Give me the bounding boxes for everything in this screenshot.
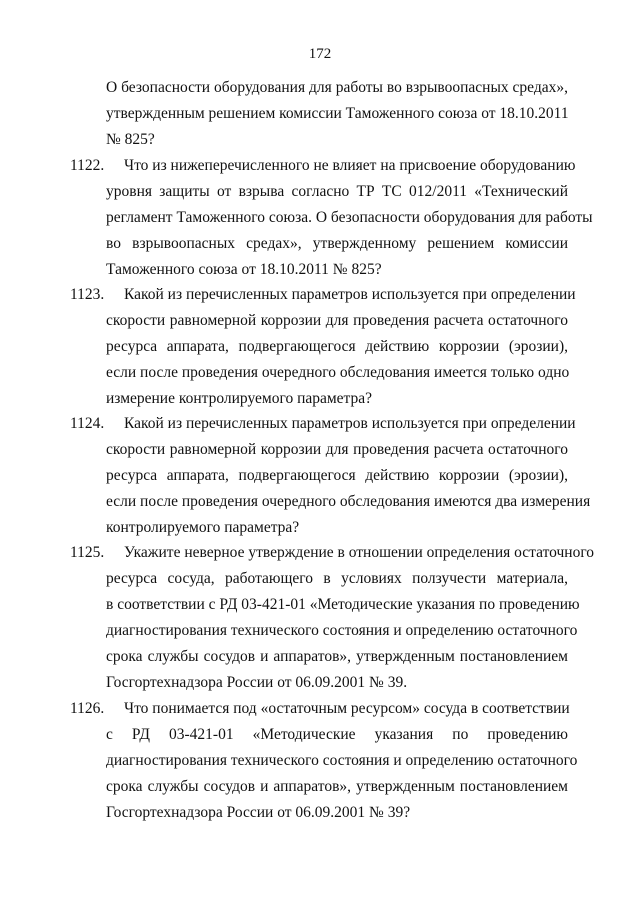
page-number: 172 — [308, 46, 332, 62]
text-line: если после проведения очередного обследования имеются два измерения — [106, 493, 591, 510]
text-line: измерение контролируемого параметра? — [106, 390, 373, 407]
text-line: в соответствии с РД 03-421-01 «Методические указания по проведению — [106, 596, 580, 613]
text-line: О безопасности оборудования для работы во взрывоопасных средах», — [106, 79, 568, 96]
text-line: уровня защиты от взрыва согласно ТР ТС 012/2011 «Технический — [106, 183, 568, 200]
question-number: 1124. — [70, 415, 105, 432]
text-line: Какой из перечисленных параметров используется при определении — [124, 286, 576, 303]
text-line: Таможенного союза от 18.10.2011 № 825? — [106, 261, 382, 278]
text-line: регламент Таможенного союза. О безопасности оборудования для работы — [106, 209, 593, 226]
text-line: Укажите неверное утверждение в отношении определения остаточного — [124, 544, 595, 561]
text-line: Госгортехнадзора России от 06.09.2001 № 39? — [106, 804, 411, 821]
text-line: ресурса аппарата, подвергающегося действию коррозии (эрозии), — [106, 467, 568, 484]
question-number: 1125. — [70, 544, 105, 561]
text-line: № 825? — [106, 131, 155, 148]
text-line: Какой из перечисленных параметров используется при определении — [124, 415, 576, 432]
text-line: скорости равномерной коррозии для проведения расчета остаточного — [106, 441, 568, 458]
question-number: 1122. — [70, 157, 105, 174]
text-line: диагностирования технического состояния и определению остаточного — [106, 622, 578, 639]
text-line: срока службы сосудов и аппаратов», утвержденным постановлением — [106, 648, 568, 665]
text-line: срока службы сосудов и аппаратов», утвержденным постановлением — [106, 778, 568, 795]
text-line: Что из нижеперечисленного не влияет на присвоение оборудованию — [124, 157, 576, 174]
question-number: 1126. — [70, 700, 105, 717]
text-line: скорости равномерной коррозии для проведения расчета остаточного — [106, 312, 568, 329]
text-line: Госгортехнадзора России от 06.09.2001 № 39. — [106, 674, 408, 691]
question-number: 1123. — [70, 286, 105, 303]
text-line: контролируемого параметра? — [106, 519, 300, 536]
text-line: если после проведения очередного обследования имеется только одно — [106, 364, 570, 381]
text-line: во взрывоопасных средах», утвержденному решением комиссии — [106, 235, 568, 252]
text-line: ресурса сосуда, работающего в условиях ползучести материала, — [106, 570, 568, 587]
text-line: утвержденным решением комиссии Таможенного союза от 18.10.2011 — [106, 105, 569, 122]
text-line: диагностирования технического состояния и определению остаточного — [106, 752, 578, 769]
text-line: с РД 03-421-01 «Методические указания по проведению — [106, 726, 568, 743]
text-line: ресурса аппарата, подвергающегося действию коррозии (эрозии), — [106, 338, 568, 355]
text-line: Что понимается под «остаточным ресурсом» сосуда в соответствии — [124, 700, 570, 717]
